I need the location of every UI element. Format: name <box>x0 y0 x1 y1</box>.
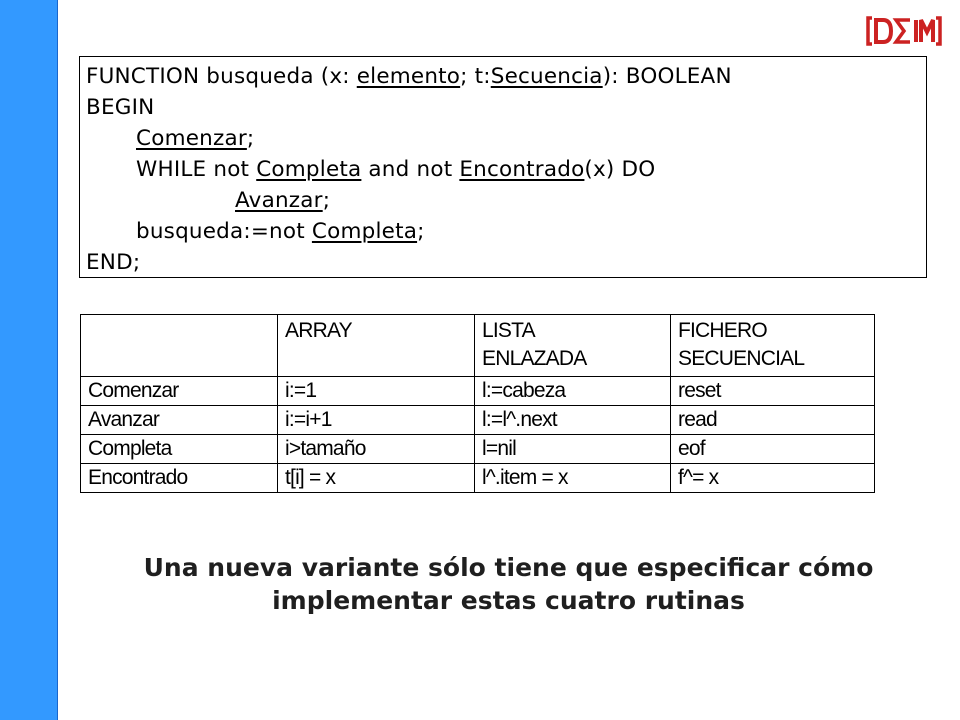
code-routine-name: Encontrado <box>459 157 585 182</box>
table-header-row <box>81 315 875 377</box>
table-cell: i:=1 <box>278 377 475 406</box>
code-line <box>86 154 926 185</box>
table-header-cell: FICHERO SECUENCIAL <box>671 315 875 377</box>
function-code-box <box>79 56 927 278</box>
table-cell: i:=i+1 <box>278 406 475 435</box>
routines-table <box>80 314 875 493</box>
table-cell: l^.item = x <box>475 464 671 493</box>
table-cell: eof <box>671 435 875 464</box>
code-routine-name: Completa <box>256 157 362 182</box>
code-text: busqueda:=not <box>136 219 312 244</box>
table-cell: l:=cabeza <box>475 377 671 406</box>
caption-line-2: implementar estas cuatro rutinas <box>272 586 745 615</box>
dsim-logo-icon <box>866 14 942 48</box>
code-text: ; <box>417 219 425 244</box>
dsim-logo <box>866 14 942 48</box>
code-line <box>86 61 926 92</box>
table-row <box>81 377 875 406</box>
code-routine-name: Secuencia <box>490 64 603 89</box>
code-text: ; <box>322 188 331 213</box>
table-header-cell: ARRAY <box>278 315 475 377</box>
table-cell: t[i] = x <box>278 464 475 493</box>
code-text: ; t: <box>460 64 491 89</box>
table-row <box>81 406 875 435</box>
left-sidebar-bar <box>0 0 58 720</box>
code-line <box>86 247 926 278</box>
code-text: FUNCTION busqueda (x: <box>86 64 357 89</box>
table-cell: l:=l^.next <box>475 406 671 435</box>
code-routine-name: Avanzar <box>235 188 323 213</box>
table-cell: i>tamaño <box>278 435 475 464</box>
code-routine-name: Completa <box>311 219 418 244</box>
table-cell: reset <box>671 377 875 406</box>
code-routine-name: elemento <box>356 64 461 89</box>
code-text: END; <box>86 250 141 275</box>
table-cell: l=nil <box>475 435 671 464</box>
caption-line-1: Una nueva variante sólo tiene que especificar cómo <box>143 553 874 582</box>
table-cell: Comenzar <box>81 377 278 406</box>
code-text: WHILE not <box>136 157 257 182</box>
table-cell: read <box>671 406 875 435</box>
code-text: (x) DO <box>584 157 656 182</box>
code-routine-name: Comenzar <box>136 126 247 151</box>
table-row <box>81 435 875 464</box>
table-cell: Completa <box>81 435 278 464</box>
code-text: BEGIN <box>86 95 155 120</box>
code-text: ): BOOLEAN <box>602 64 732 89</box>
table-header-cell: LISTA ENLAZADA <box>475 315 671 377</box>
table-row <box>81 464 875 493</box>
caption <box>57 551 960 617</box>
code-text: ; <box>246 126 255 151</box>
code-line <box>86 92 926 123</box>
code-line <box>86 216 926 247</box>
table-cell: f^= x <box>671 464 875 493</box>
code-line <box>86 185 926 216</box>
table-cell: Encontrado <box>81 464 278 493</box>
table-header-cell <box>81 315 278 377</box>
code-line <box>86 123 926 154</box>
code-text: and not <box>361 157 460 182</box>
table-cell: Avanzar <box>81 406 278 435</box>
